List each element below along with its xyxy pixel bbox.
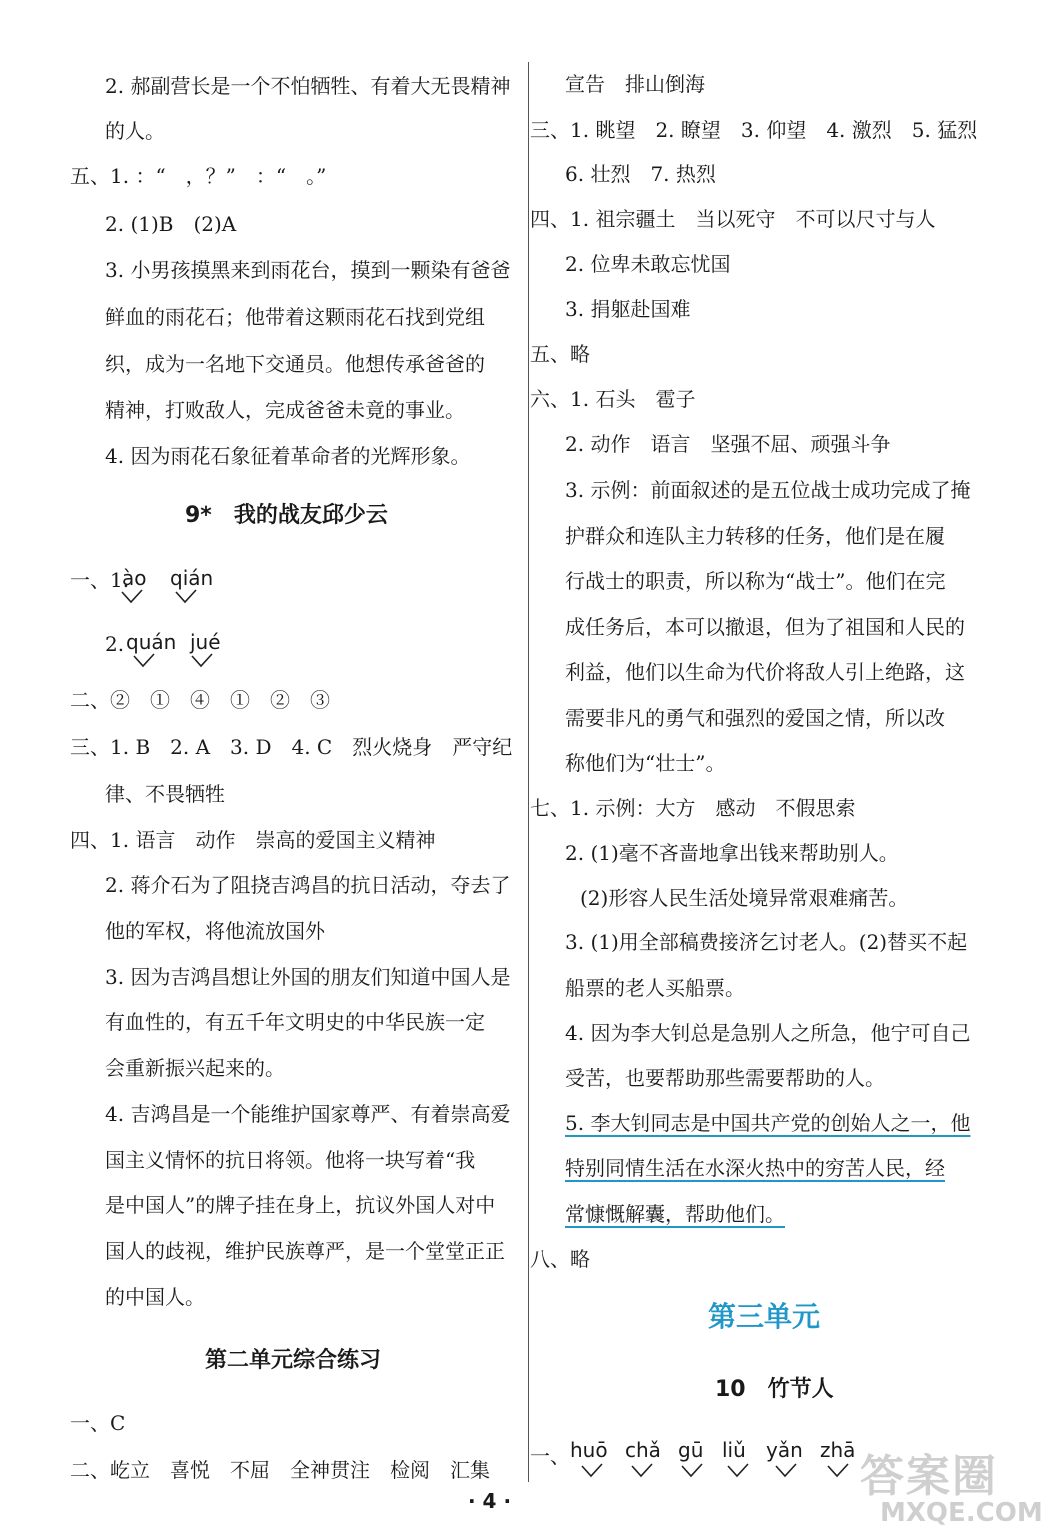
answer-line: 3. 捐躯赴国难 <box>565 297 691 321</box>
answer-line: 的中国人。 <box>105 1285 205 1309</box>
answer-line: 八、略 <box>530 1247 590 1271</box>
answer-line: 4. 因为李大钊总是急别人之所急，他宁可自己 <box>565 1021 971 1045</box>
answer-line: 3. (1)用全部稿费接济乞讨老人。(2)替买不起 <box>565 930 968 954</box>
answer-line: (2)形容人民生活处境异常艰难痛苦。 <box>580 886 909 910</box>
answer-line: 三、1. B 2. A 3. D 4. C 烈火烧身 严守纪 <box>70 735 513 759</box>
check-mark-icon <box>190 652 214 668</box>
pinyin-answer: zhā <box>820 1438 856 1462</box>
answer-line: 2. 位卑未敢忘忧国 <box>565 252 731 276</box>
answer-line: 五、1. ：“ ，？” ：“ 。” <box>70 164 327 188</box>
answer-line: 三、1. 眺望 2. 瞭望 3. 仰望 4. 激烈 5. 猛烈 <box>530 118 978 142</box>
answer-line: 称他们为“壮士”。 <box>565 751 726 775</box>
underlined-answer-line: 特别同情生活在水深火热中的穷苦人民，经 <box>565 1156 945 1180</box>
answer-line: 受苦，也要帮助那些需要帮助的人。 <box>565 1066 885 1090</box>
answer-line: 七、1. 示例：大方 感动 不假思索 <box>530 796 856 820</box>
answer-line: 船票的老人买船票。 <box>565 976 745 1000</box>
lesson-title: 9* 我的战友邱少云 <box>185 503 388 528</box>
answer-line: 宣告 排山倒海 <box>565 72 705 96</box>
answer-line: 五、略 <box>530 342 590 366</box>
answer-line: 四、1. 语言 动作 崇高的爱国主义精神 <box>70 828 436 852</box>
answer-line: 国人的歧视，维护民族尊严，是一个堂堂正正 <box>105 1239 505 1263</box>
answer-line: 2. (1)毫不吝啬地拿出钱来帮助别人。 <box>565 841 899 865</box>
watermark-text: 答案圈 <box>860 1451 998 1502</box>
answer-line: 3. 小男孩摸黑来到雨花台，摸到一颗染有爸爸 <box>105 258 511 282</box>
answer-line: 2. (1)B (2)A <box>105 212 237 236</box>
pinyin-answer: jué <box>190 630 221 654</box>
answer-line: 的人。 <box>105 119 165 143</box>
underlined-answer-line: 常慷慨解囊，帮助他们。 <box>565 1202 785 1226</box>
pinyin-answer: qián <box>170 566 214 590</box>
answer-line: 3. 示例：前面叙述的是五位战士成功完成了掩 <box>565 478 971 502</box>
pinyin-answer: quán <box>126 630 177 654</box>
answer-line: 一、 <box>530 1444 570 1468</box>
answer-line: 鲜血的雨花石；他带着这颗雨花石找到党组 <box>105 305 485 329</box>
pinyin-answer: liǔ <box>722 1438 746 1462</box>
answer-line: 3. 因为吉鸿昌想让外国的朋友们知道中国人是 <box>105 965 511 989</box>
pinyin-answer: gū <box>678 1438 704 1462</box>
answer-line: 二、② ① ④ ① ② ③ <box>70 688 330 712</box>
column-divider <box>528 62 529 1482</box>
answer-line: 是中国人”的牌子挂在身上，抗议外国人对中 <box>105 1193 496 1217</box>
check-mark-icon <box>120 588 144 604</box>
check-mark-icon <box>174 588 198 604</box>
answer-line: 织，成为一名地下交通员。他想传承爸爸的 <box>105 352 485 376</box>
answer-line: 有血性的，有五千年文明史的中华民族一定 <box>105 1010 485 1034</box>
answer-line: 需要非凡的勇气和强烈的爱国之情，所以改 <box>565 706 945 730</box>
check-mark-icon <box>726 1462 750 1478</box>
answer-line: 精神，打败敌人，完成爸爸未竟的事业。 <box>105 398 465 422</box>
check-mark-icon <box>580 1462 604 1478</box>
check-mark-icon <box>630 1462 654 1478</box>
answer-line: 6. 壮烈 7. 热烈 <box>565 162 716 186</box>
pinyin-answer: huō <box>570 1438 608 1462</box>
check-mark-icon <box>132 652 156 668</box>
section-title: 第二单元综合练习 <box>205 1348 382 1373</box>
pinyin-answer: ào <box>122 566 147 590</box>
check-mark-icon <box>774 1462 798 1478</box>
watermark-logo <box>850 1436 1043 1536</box>
answer-line: 成任务后，本可以撤退，但为了祖国和人民的 <box>565 615 965 639</box>
page-number: · 4 · <box>468 1489 512 1513</box>
answer-line: 2. 郝副营长是一个不怕牺牲、有着大无畏精神 <box>105 74 511 98</box>
answer-line: 四、1. 祖宗疆土 当以死守 不可以尺寸与人 <box>530 207 936 231</box>
lesson-title: 10 竹节人 <box>715 1377 834 1402</box>
answer-line: 二、屹立 喜悦 不屈 全神贯注 检阅 汇集 <box>70 1458 490 1482</box>
check-mark-icon <box>826 1462 850 1478</box>
answer-line: 一、1. <box>70 568 130 592</box>
answer-line: 2. 动作 语言 坚强不屈、顽强斗争 <box>565 432 891 456</box>
answer-line: 2. <box>105 632 125 656</box>
pinyin-answer: yǎn <box>766 1438 803 1462</box>
answer-line: 六、1. 石头 雹子 <box>530 387 696 411</box>
unit-heading: 第三单元 <box>708 1300 821 1333</box>
answer-line: 4. 因为雨花石象征着革命者的光辉形象。 <box>105 444 471 468</box>
answer-line: 护群众和连队主力转移的任务，他们是在履 <box>565 524 945 548</box>
answer-line: 利益，他们以生命为代价将敌人引上绝路，这 <box>565 660 965 684</box>
answer-line: 行战士的职责，所以称为“战士”。他们在完 <box>565 569 946 593</box>
answer-line: 4. 吉鸿昌是一个能维护国家尊严、有着崇高爱 <box>105 1102 511 1126</box>
answer-line: 会重新振兴起来的。 <box>105 1056 285 1080</box>
check-mark-icon <box>680 1462 704 1478</box>
answer-line: 他的军权，将他流放国外 <box>105 919 325 943</box>
underlined-answer-line: 5. 李大钊同志是中国共产党的创始人之一，他 <box>565 1111 971 1135</box>
answer-line: 律、不畏牺牲 <box>105 782 225 806</box>
pinyin-answer: chǎ <box>625 1438 661 1462</box>
watermark-url: MXQE.COM <box>880 1498 1043 1528</box>
answer-line: 国主义情怀的抗日将领。他将一块写着“我 <box>105 1148 476 1172</box>
answer-line: 一、C <box>70 1411 126 1435</box>
answer-line: 2. 蒋介石为了阻挠吉鸿昌的抗日活动，夺去了 <box>105 873 511 897</box>
